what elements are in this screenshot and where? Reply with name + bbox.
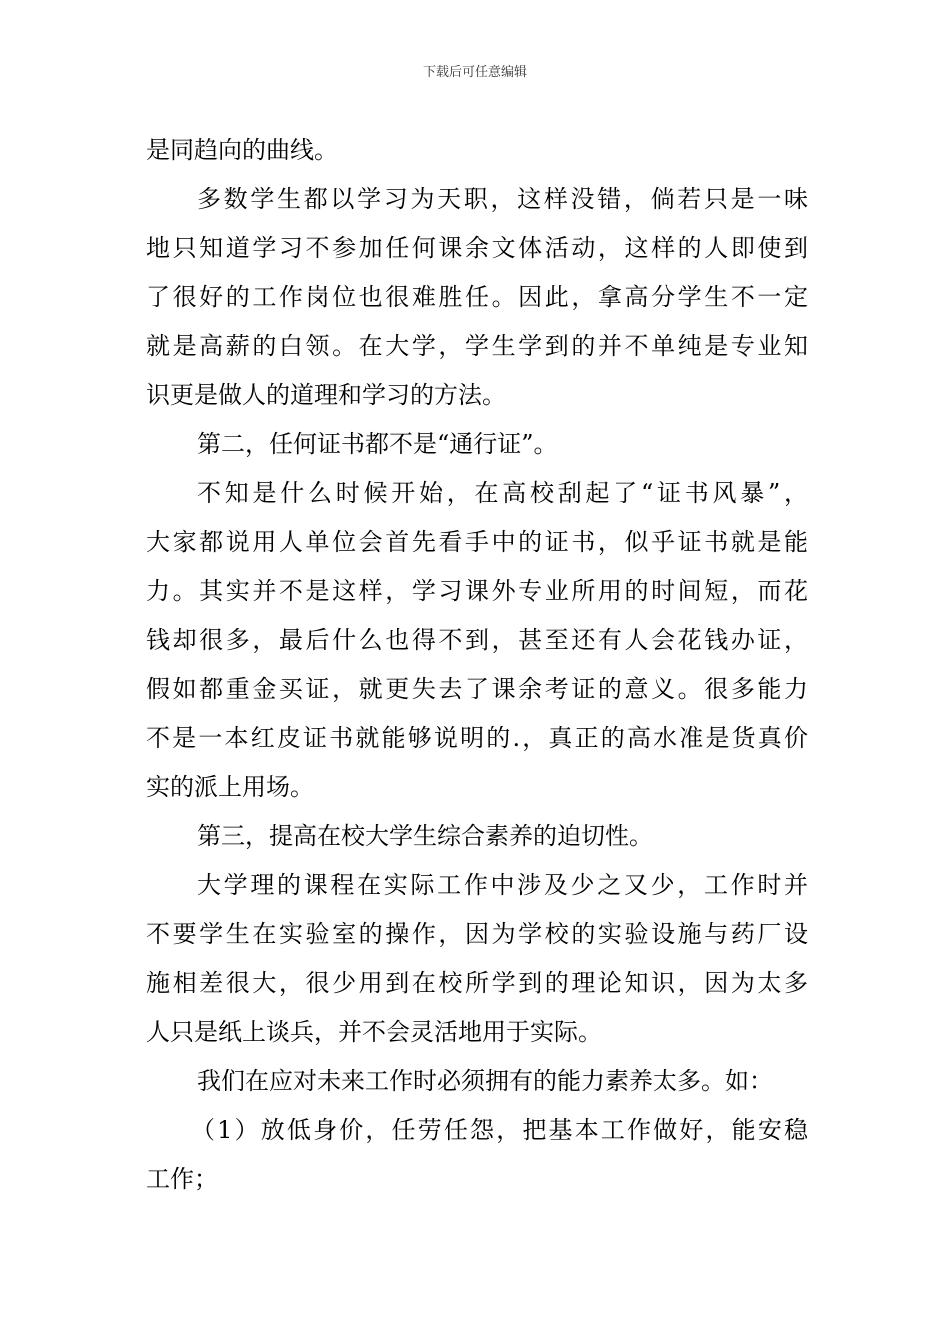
text-line: 施相差很大，很少用到在校所学到的理论知识，因为太多: [146, 969, 808, 997]
paragraph-first-line: 多数学生都以学习为天职，这样没错，倘若只是一味: [197, 185, 808, 213]
text-line: 钱却很多，最后什么也得不到，甚至还有人会花钱办证，: [146, 626, 808, 654]
text-line: 识更是做人的道理和学习的方法。: [146, 381, 506, 409]
text-line: 不是一本红皮证书就能够说明的.，真正的高水准是货真价: [146, 724, 808, 752]
text-line: 地只知道学习不参加任何课余文体活动，这样的人即使到: [146, 234, 808, 262]
text-line: 了很好的工作岗位也很难胜任。因此，拿高分学生不一定: [146, 283, 808, 311]
section-heading: 第二，任何证书都不是“通行证”。: [197, 430, 558, 458]
text-line: 假如都重金买证，就更失去了课余考证的意义。很多能力: [146, 675, 808, 703]
text-line: 力。其实并不是这样，学习课外专业所用的时间短，而花: [146, 577, 808, 605]
text-line: 是同趋向的曲线。: [146, 136, 338, 164]
text-line: 不要学生在实验室的操作，因为学校的实验设施与药厂设: [146, 920, 808, 948]
paragraph-first-line: 我们在应对未来工作时必须拥有的能力素养太多。如：: [197, 1067, 773, 1095]
document-body: [146, 126, 808, 1204]
text-line: 工作；: [146, 1165, 218, 1193]
text-line: 大家都说用人单位会首先看手中的证书，似乎证书就是能: [146, 528, 808, 556]
section-heading: 第三，提高在校大学生综合素养的迫切性。: [197, 822, 653, 850]
text-line: 就是高薪的白领。在大学，学生学到的并不单纯是专业知: [146, 332, 808, 360]
list-item-first-line: （1）放低身价，任劳任怨，把基本工作做好，能安稳: [191, 1116, 808, 1144]
paragraph-first-line: 大学理的课程在实际工作中涉及少之又少，工作时并: [197, 871, 808, 899]
text-line: 人只是纸上谈兵，并不会灵活地用于实际。: [146, 1018, 602, 1046]
page-header: 下载后可任意编辑: [422, 65, 527, 80]
text-line: 实的派上用场。: [146, 773, 314, 801]
paragraph-first-line: 不知是什么时候开始，在高校刮起了“证书风暴”，: [197, 479, 808, 507]
